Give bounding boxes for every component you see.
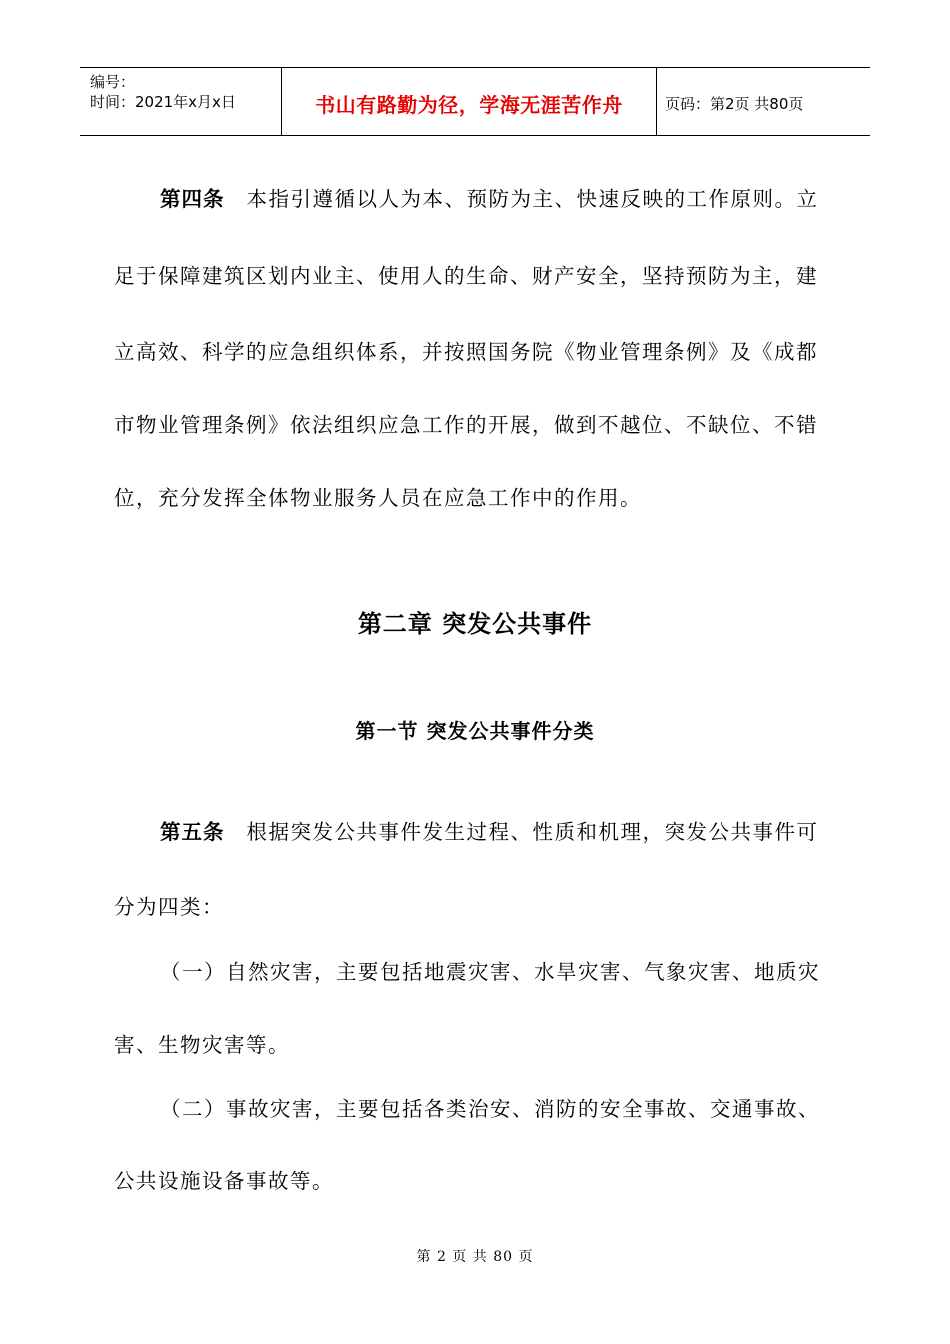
article4-line-4: 市物业管理条例》依法组织应急工作的开展，做到不越位、不缺位、不错: [114, 413, 818, 437]
article4-line-1-text: 本指引遵循以人为本、预防为主、快速反映的工作原则。立: [246, 187, 819, 211]
article4-line-2: 足于保障建筑区划内业主、使用人的生命、财产安全，坚持预防为主，建: [114, 264, 818, 288]
article5-title: 第五条: [160, 820, 225, 844]
header-time-label: 时间：2021年x月x日: [90, 93, 236, 111]
header-page-info: 页码：第2页 共80页: [665, 94, 804, 113]
section-title: 第一节 突发公共事件分类: [355, 719, 595, 743]
header-meta: [80, 68, 282, 135]
article5-line-1: [160, 815, 882, 845]
article5-line-1-text: 根据突发公共事件发生过程、性质和机理，突发公共事件可: [246, 820, 819, 844]
item-2-line-2: 公共设施设备事故等。: [114, 1169, 334, 1193]
article4-line-1: [160, 182, 882, 212]
page-footer: 第 2 页 共 80 页: [416, 1249, 534, 1265]
document-header: [80, 67, 870, 136]
article4-line-5: 位，充分发挥全体物业服务人员在应急工作中的作用。: [114, 486, 642, 510]
item-1-line-1: （一）自然灾害，主要包括地震灾害、水旱灾害、气象灾害、地质灾: [160, 960, 820, 984]
item-2-line-1: （二）事故灾害，主要包括各类治安、消防的安全事故、交通事故、: [160, 1097, 820, 1121]
chapter-title: 第二章 突发公共事件: [357, 610, 593, 638]
header-motto: 书山有路勤为径，学海无涯苦作舟: [282, 68, 657, 135]
article4-title: 第四条: [160, 187, 225, 211]
article4-line-3: 立高效、科学的应急组织体系，并按照国务院《物业管理条例》及《成都: [114, 340, 818, 364]
header-number-label: 编号：: [90, 73, 136, 91]
article5-line-2: 分为四类：: [114, 895, 224, 919]
item-1-line-2: 害、生物灾害等。: [114, 1033, 290, 1057]
